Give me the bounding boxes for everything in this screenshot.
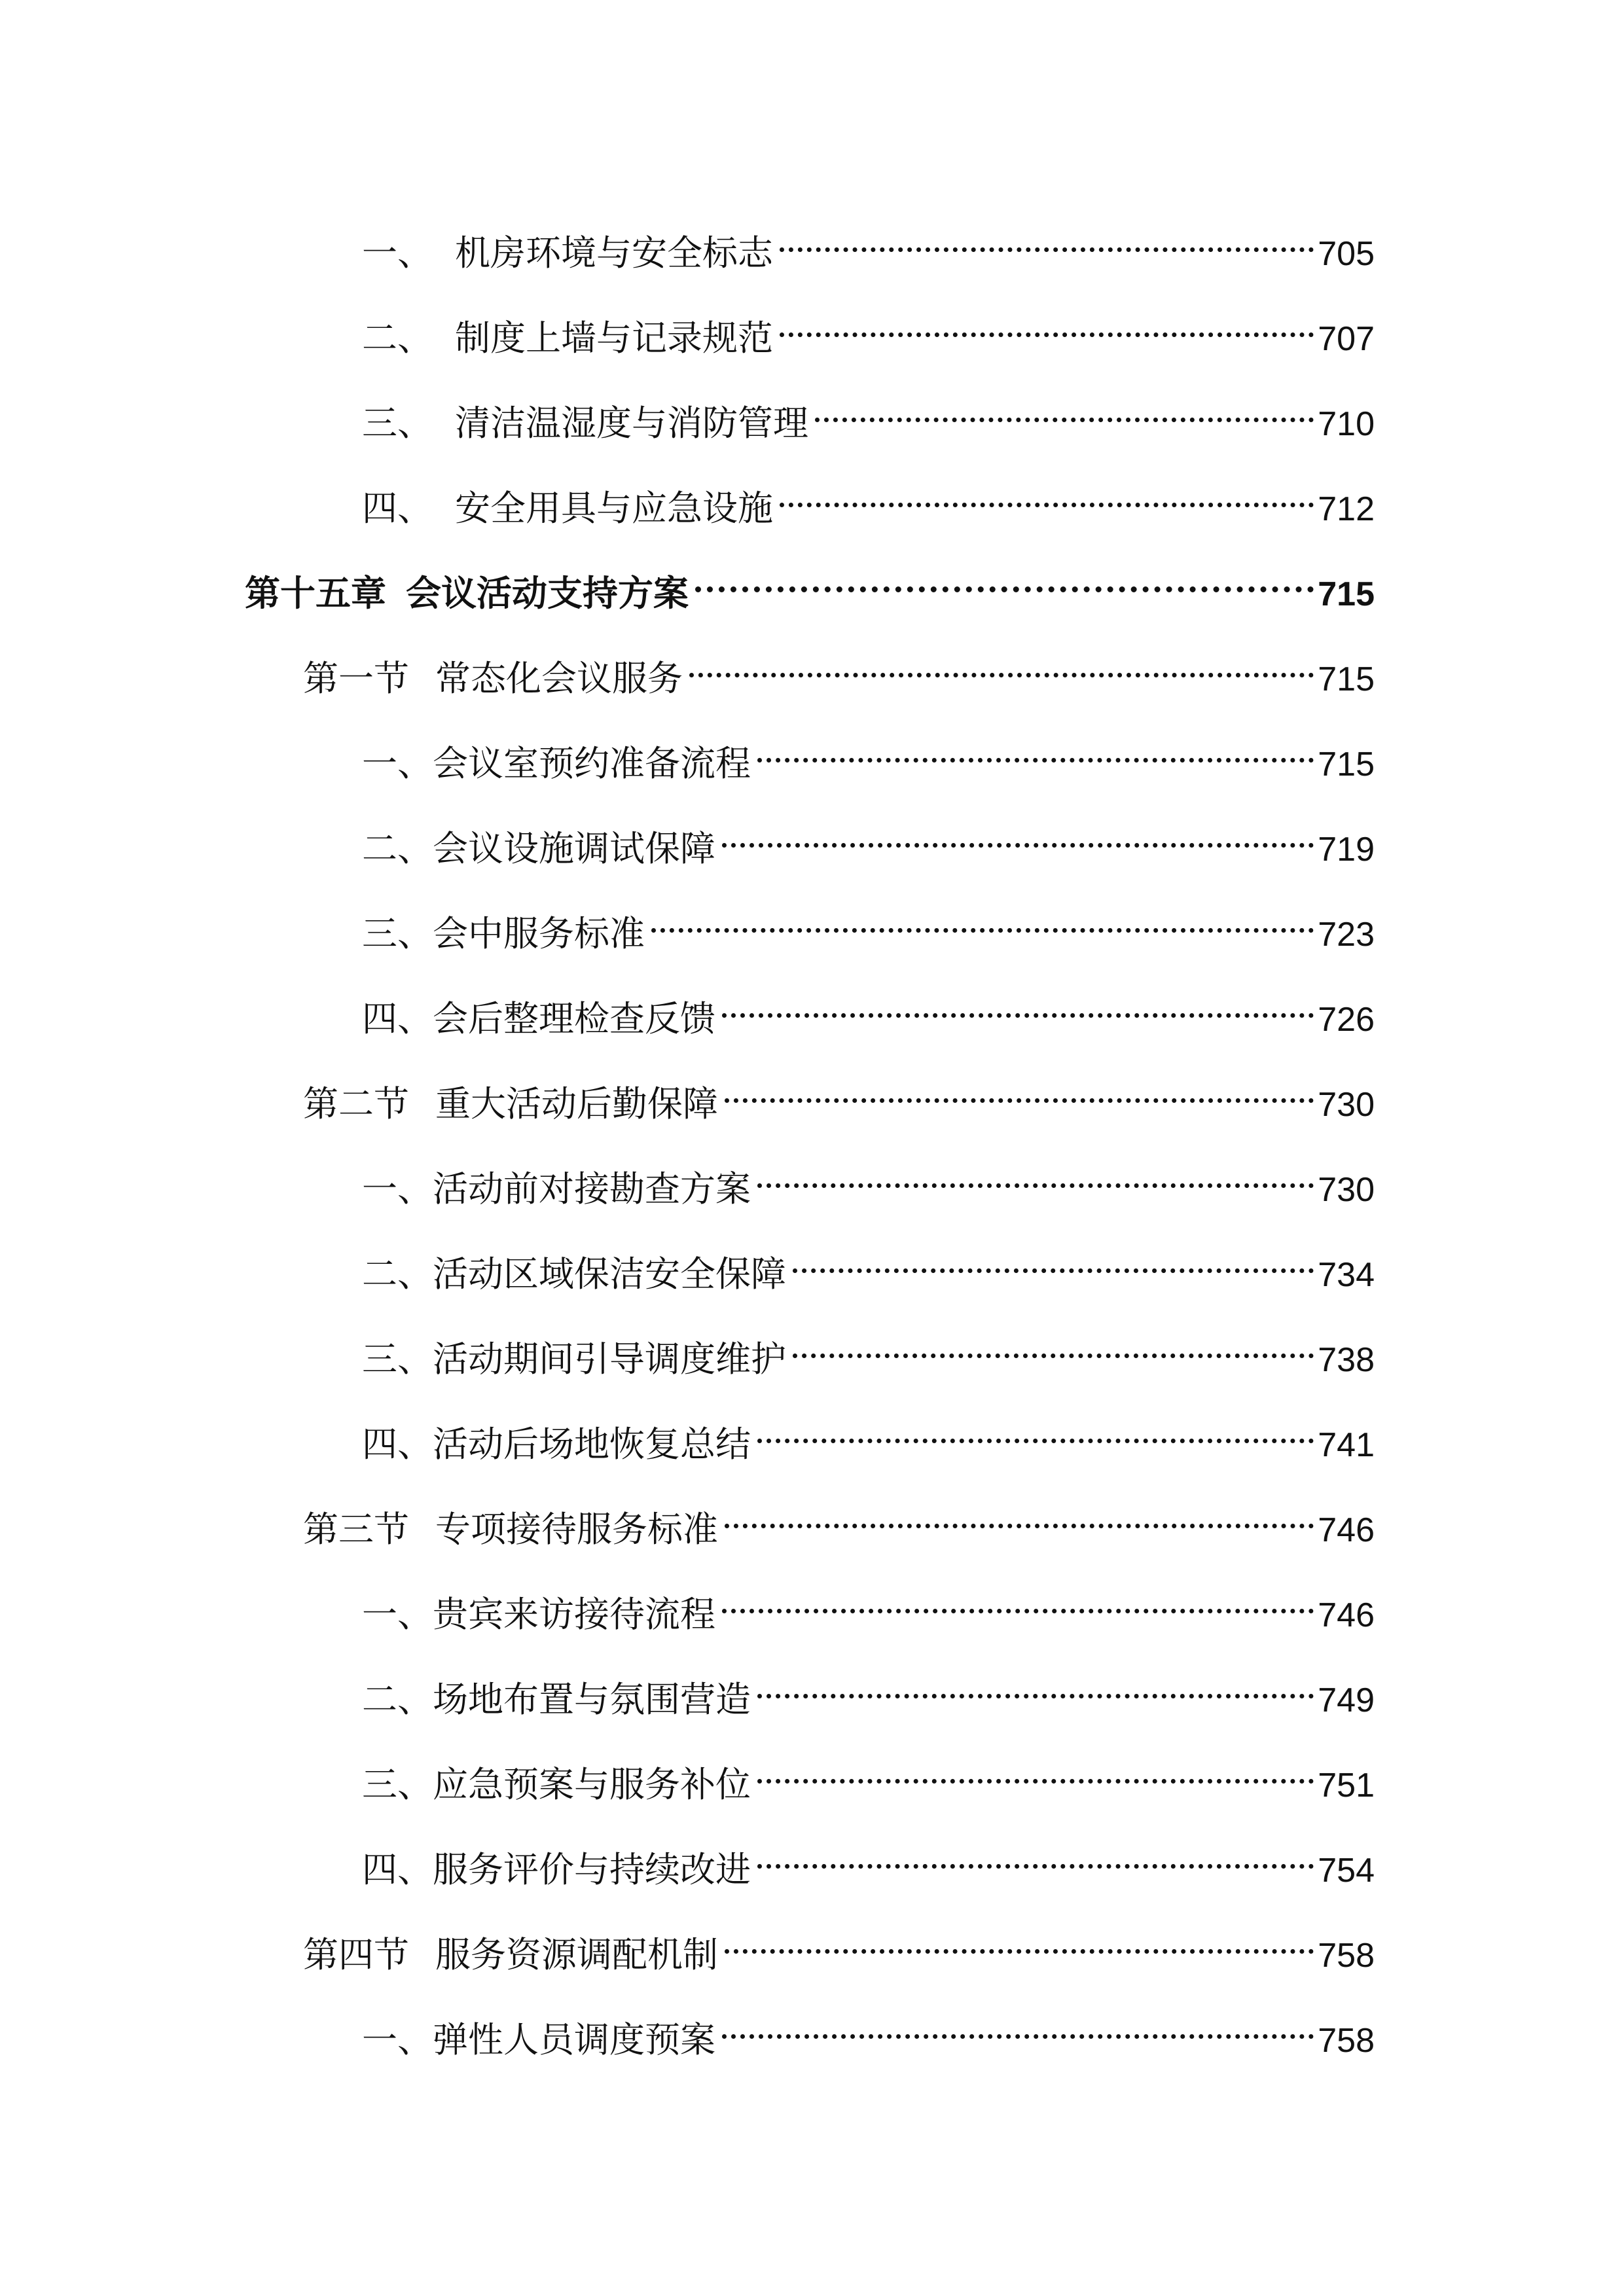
- toc-entry[interactable]: [362, 723, 1375, 784]
- toc-section-title: 重大活动后勤保障: [435, 1083, 718, 1124]
- toc-leader-dots: [722, 978, 1314, 1031]
- toc-page-number: 751: [1318, 1767, 1375, 1804]
- toc-entry-number: 一、: [362, 2019, 433, 2060]
- toc-section-title: 服务资源调配机制: [435, 1934, 718, 1975]
- toc-leader-dots: [651, 893, 1314, 946]
- toc-entry[interactable]: [362, 298, 1375, 359]
- toc-section-number: 第二节: [303, 1083, 409, 1124]
- toc-entry-title: 会议设施调试保障: [433, 828, 715, 869]
- toc-leader-dots: [722, 808, 1314, 861]
- toc-entry[interactable]: [362, 893, 1375, 954]
- toc-entry-title: 场地布置与氛围营造: [433, 1679, 751, 1720]
- toc-page-number: 741: [1318, 1426, 1375, 1464]
- toc-leader-dots: [757, 1744, 1314, 1797]
- toc-section-title: 常态化会议服务: [435, 658, 683, 699]
- toc-entry[interactable]: [362, 1574, 1375, 1635]
- toc-section-entry[interactable]: [303, 1064, 1375, 1124]
- toc-page-number: 738: [1318, 1341, 1375, 1379]
- toc-page-number: 719: [1318, 831, 1375, 869]
- toc-page-number: 712: [1318, 490, 1375, 528]
- toc-entry-number: 二、: [362, 317, 433, 359]
- toc-entry-number: 三、: [362, 913, 433, 954]
- toc-entry-title: 活动前对接勘查方案: [433, 1168, 751, 1210]
- toc-section-entry[interactable]: [303, 1914, 1375, 1975]
- toc-leader-dots: [689, 638, 1314, 691]
- toc-entry[interactable]: [362, 383, 1375, 444]
- toc-entry-number: 三、: [362, 1338, 433, 1380]
- toc-entry[interactable]: [362, 213, 1375, 274]
- toc-leader-dots: [757, 1149, 1314, 1201]
- toc-entry-title: 活动期间引导调度维护: [433, 1338, 786, 1380]
- toc-section-number: 第四节: [303, 1934, 409, 1975]
- toc-page-number: 746: [1318, 1596, 1375, 1634]
- toc-entry-title: 机房环境与安全标志: [455, 232, 773, 274]
- toc-page-number: 749: [1318, 1681, 1375, 1719]
- toc-leader-dots: [725, 1489, 1314, 1541]
- toc-entry-title: 会后整理检查反馈: [433, 998, 715, 1039]
- toc-leader-dots: [725, 1914, 1314, 1967]
- toc-chapter-number: 第十五章: [245, 573, 386, 614]
- toc-entry-title: 清洁温湿度与消防管理: [455, 403, 808, 444]
- toc-page-number: 746: [1318, 1511, 1375, 1549]
- toc-page-number: 726: [1318, 1001, 1375, 1039]
- toc-page-number: 734: [1318, 1256, 1375, 1294]
- toc-page-number: 705: [1318, 235, 1375, 273]
- toc-entry[interactable]: [362, 808, 1375, 869]
- toc-leader-dots: [793, 1234, 1314, 1286]
- toc-entry[interactable]: [362, 468, 1375, 529]
- toc-entry-number: 二、: [362, 1679, 433, 1720]
- toc-leader-dots: [695, 553, 1314, 605]
- toc-entry-number: 三、: [362, 403, 433, 444]
- toc-entry-number: 一、: [362, 1594, 433, 1635]
- toc-entry-number: 四、: [362, 1424, 433, 1465]
- toc-entry[interactable]: [362, 1149, 1375, 1210]
- toc-chapter-entry[interactable]: [245, 553, 1375, 614]
- toc-entry[interactable]: [362, 978, 1375, 1039]
- toc-section-number: 第一节: [303, 658, 409, 699]
- toc-page-number: 715: [1318, 660, 1375, 698]
- toc-entry-title: 活动后场地恢复总结: [433, 1424, 751, 1465]
- toc-entry-title: 会议室预约准备流程: [433, 743, 751, 784]
- toc-section-entry[interactable]: [303, 638, 1375, 699]
- toc-page-number: 758: [1318, 1937, 1375, 1975]
- toc-leader-dots: [722, 2000, 1314, 2052]
- toc-page-number: 754: [1318, 1852, 1375, 1890]
- toc-leader-dots: [757, 1829, 1314, 1882]
- toc-entry-title: 活动区域保洁安全保障: [433, 1253, 786, 1295]
- toc-leader-dots: [780, 213, 1314, 265]
- toc-page-number: 758: [1318, 2022, 1375, 2060]
- toc-entry-number: 二、: [362, 828, 433, 869]
- toc-entry[interactable]: [362, 1744, 1375, 1805]
- toc-leader-dots: [780, 298, 1314, 350]
- toc-entry-number: 四、: [362, 488, 433, 529]
- toc-entry-title: 贵宾来访接待流程: [433, 1594, 715, 1635]
- toc-entry-title: 会中服务标准: [433, 913, 645, 954]
- toc-page-number: 715: [1318, 575, 1375, 613]
- toc-page-number: 730: [1318, 1171, 1375, 1209]
- toc-entry[interactable]: [362, 1404, 1375, 1465]
- toc-entry-title: 安全用具与应急设施: [455, 488, 773, 529]
- toc-page-number: 710: [1318, 405, 1375, 443]
- toc-section-entry[interactable]: [303, 1489, 1375, 1550]
- toc-entry-number: 一、: [362, 743, 433, 784]
- toc-leader-dots: [815, 383, 1314, 435]
- toc-entry[interactable]: [362, 1829, 1375, 1890]
- toc-entry-title: 服务评价与持续改进: [433, 1849, 751, 1890]
- toc-entry-number: 四、: [362, 998, 433, 1039]
- toc-entry-number: 四、: [362, 1849, 433, 1890]
- toc-leader-dots: [757, 1659, 1314, 1712]
- toc-entry-number: 一、: [362, 232, 433, 274]
- toc-section-title: 专项接待服务标准: [435, 1509, 718, 1550]
- toc-entry-number: 三、: [362, 1764, 433, 1805]
- toc-page-number: 715: [1318, 745, 1375, 783]
- toc-section-number: 第三节: [303, 1509, 409, 1550]
- toc-leader-dots: [722, 1574, 1314, 1626]
- toc-entry-number: 二、: [362, 1253, 433, 1295]
- toc-entry-title: 弹性人员调度预案: [433, 2019, 715, 2060]
- toc-entry[interactable]: [362, 2000, 1375, 2060]
- toc-entry[interactable]: [362, 1234, 1375, 1295]
- toc-page-number: 723: [1318, 916, 1375, 954]
- toc-leader-dots: [780, 468, 1314, 520]
- toc-leader-dots: [757, 1404, 1314, 1456]
- toc-entry[interactable]: [362, 1659, 1375, 1720]
- toc-page-number: 707: [1318, 320, 1375, 358]
- toc-leader-dots: [793, 1319, 1314, 1371]
- toc-entry[interactable]: [362, 1319, 1375, 1380]
- toc-page-number: 730: [1318, 1086, 1375, 1124]
- toc-entry-number: 一、: [362, 1168, 433, 1210]
- toc-entry-title: 制度上墙与记录规范: [455, 317, 773, 359]
- toc-leader-dots: [725, 1064, 1314, 1116]
- toc-chapter-title: 会议活动支持方案: [406, 573, 689, 614]
- toc-leader-dots: [757, 723, 1314, 776]
- toc-entry-title: 应急预案与服务补位: [433, 1764, 751, 1805]
